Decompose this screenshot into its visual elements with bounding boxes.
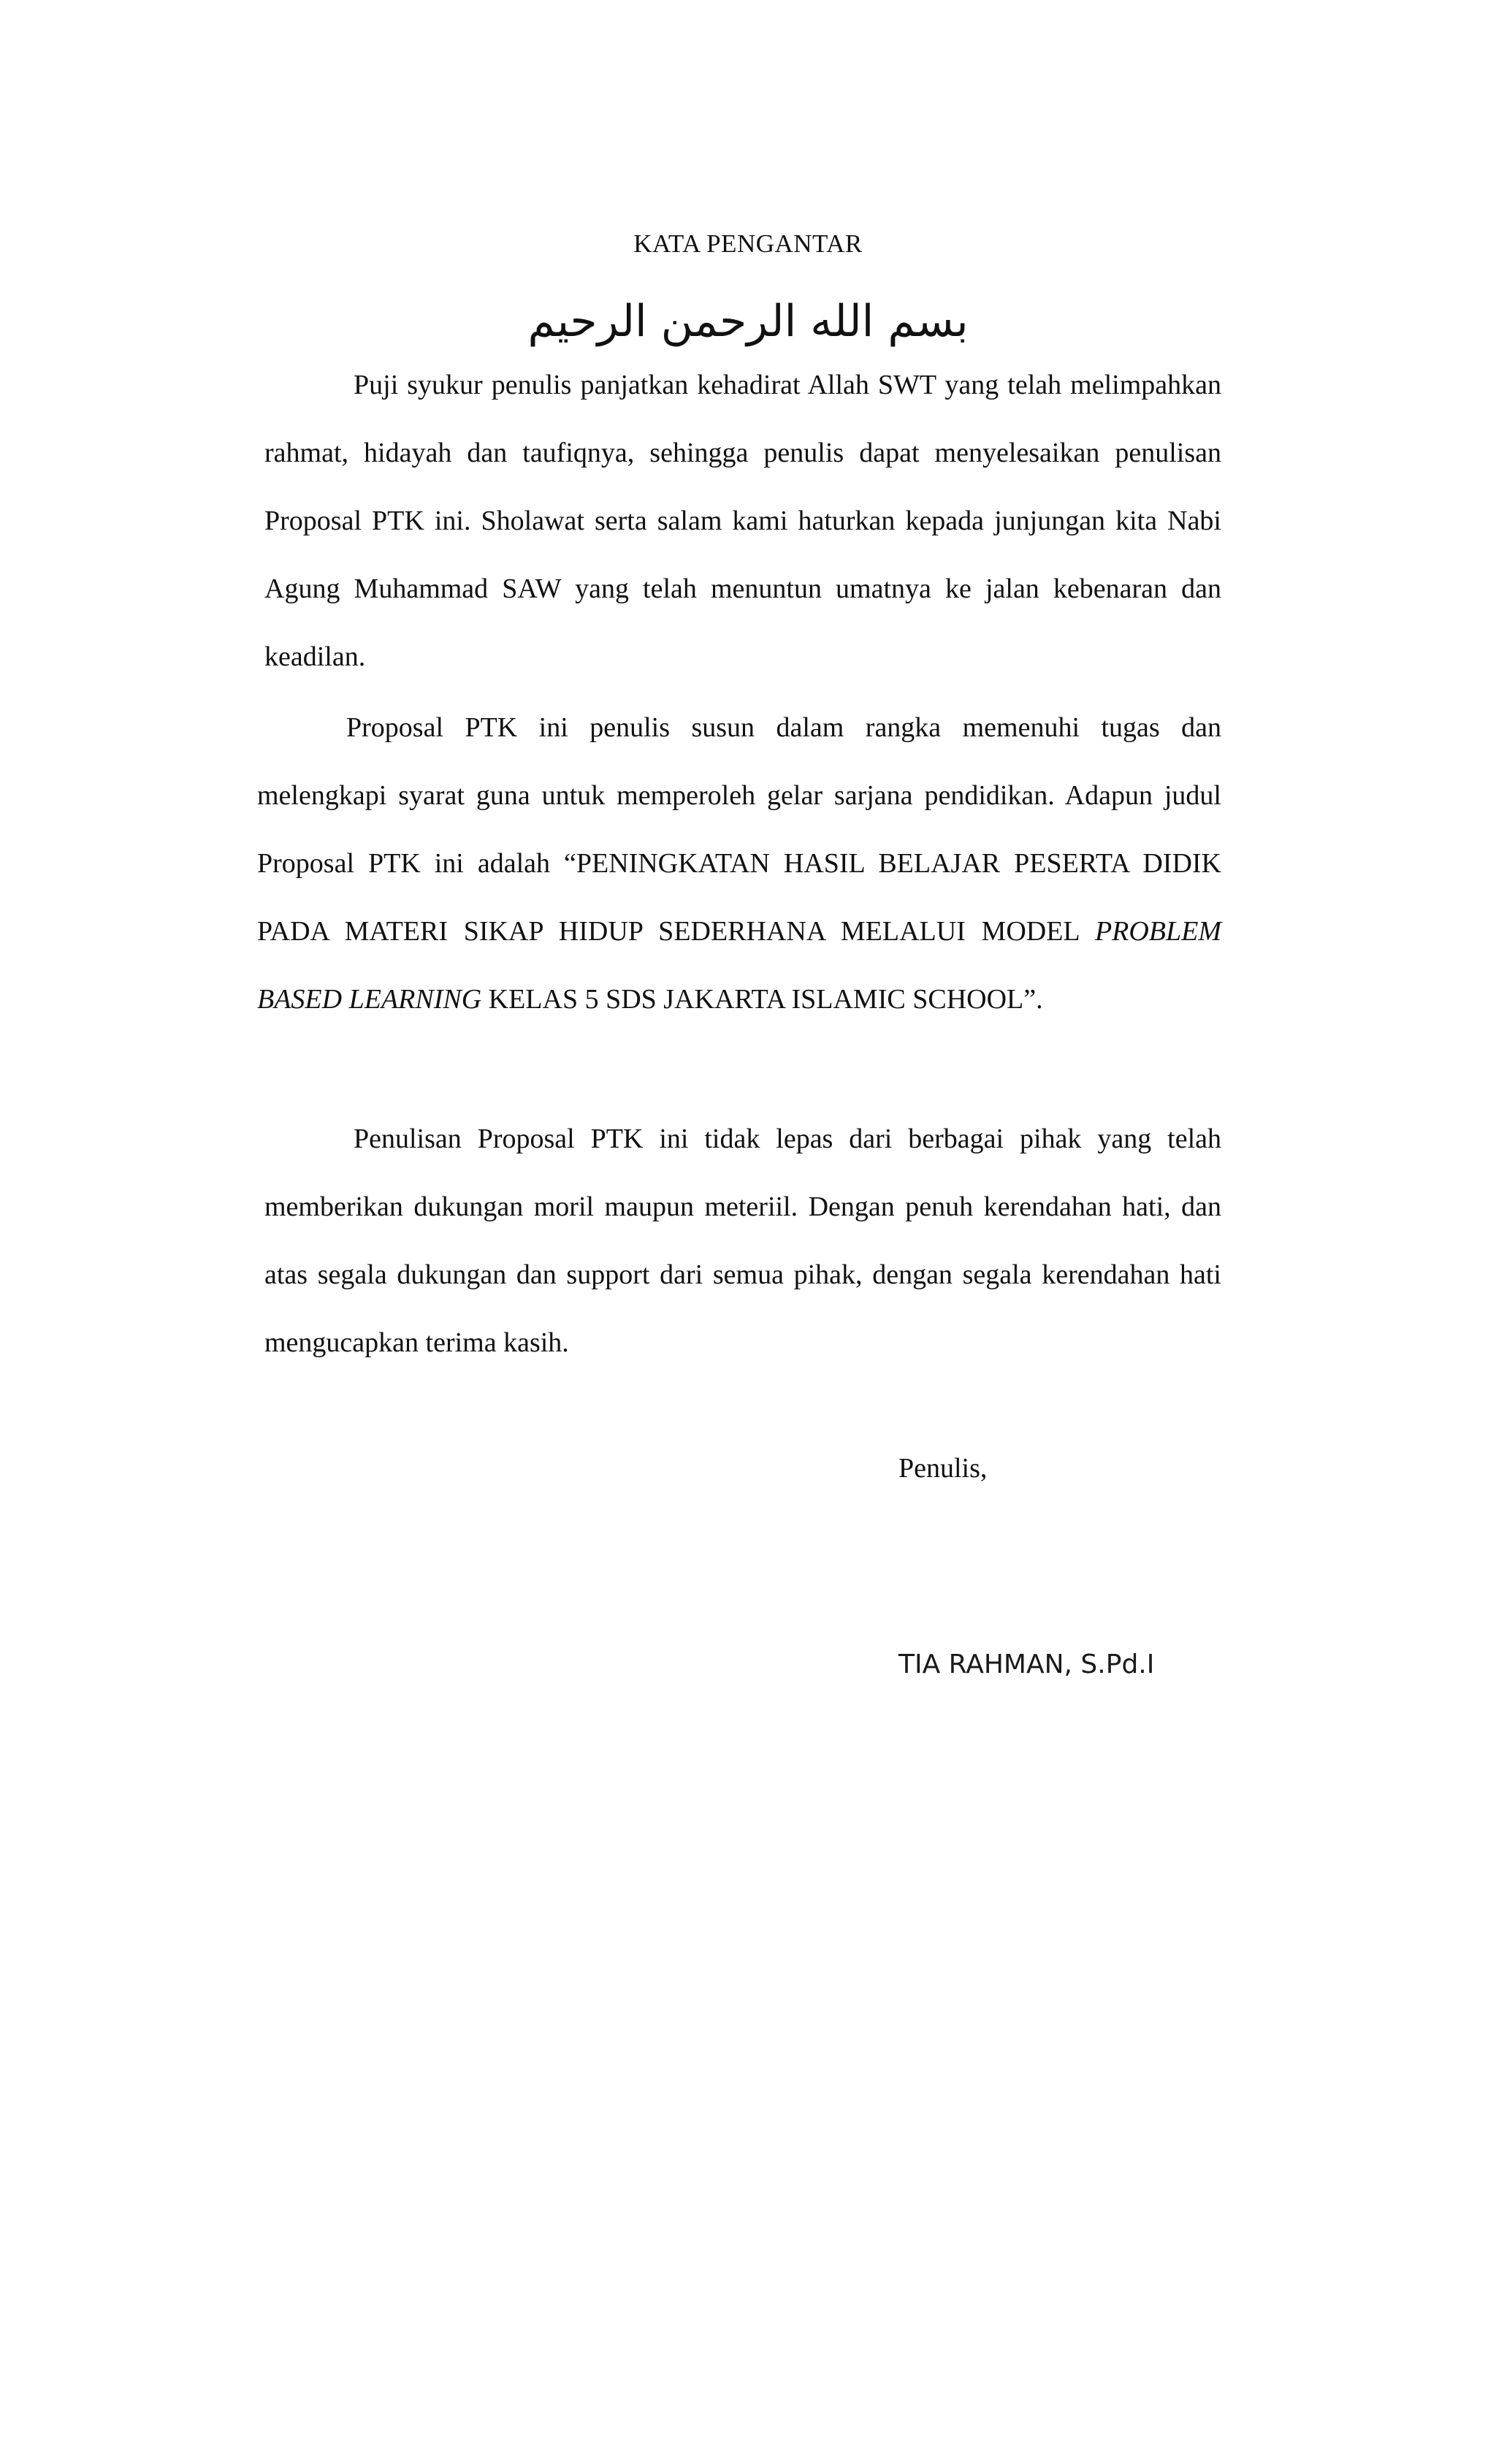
paragraph-proposal-italic-model: PROBLEM BASED LEARNING [257,916,1222,1015]
paragraph-opening [264,351,1221,691]
paragraph-thanks [264,1105,1221,1377]
paragraph-proposal-text-before: Proposal PTK ini penulis susun dalam rangka memenuhi tugas dan melengkapi syarat guna untuk memperoleh gelar sarjana pendidikan. Adapun judul Proposal PTK ini adalah “PENINGKATAN HASIL BELAJAR PESERTA DIDIK PADA MATERI SIKAP HIDUP SEDERHANA MELALUI MODEL [257,712,1221,947]
paragraph-opening-text: Puji syukur penulis panjatkan kehadirat Allah SWT yang telah melimpahkan rahmat, hidayah dan taufiqnya, sehingga penulis dapat menyelesaikan penulisan Proposal PTK ini. Sholawat serta salam kami haturkan kepada junjungan kita Nabi Agung Muhammad SAW yang telah menuntun umatnya ke jalan kebenaran dan keadilan. [264,370,1221,672]
paragraph-proposal-title [257,694,1221,1034]
signoff-label: Penulis, [898,1453,988,1484]
basmalah-heading: بسم الله الرحمن الرحيم [527,296,969,347]
paragraph-proposal-text-after: KELAS 5 SDS JAKARTA ISLAMIC SCHOOL”. [488,984,1043,1015]
signer-name: TIA RAHMAN, S.Pd.I [898,1649,1155,1679]
paragraph-thanks-text: Penulisan Proposal PTK ini tidak lepas dari berbagai pihak yang telah memberikan dukungan moril maupun meteriil. Dengan penuh kerendahan hati, dan atas segala dukungan dan support dari semua pihak, dengan segala kerendahan hati mengucapkan terima kasih. [264,1124,1221,1358]
page-title: KATA PENGANTAR [633,229,863,258]
